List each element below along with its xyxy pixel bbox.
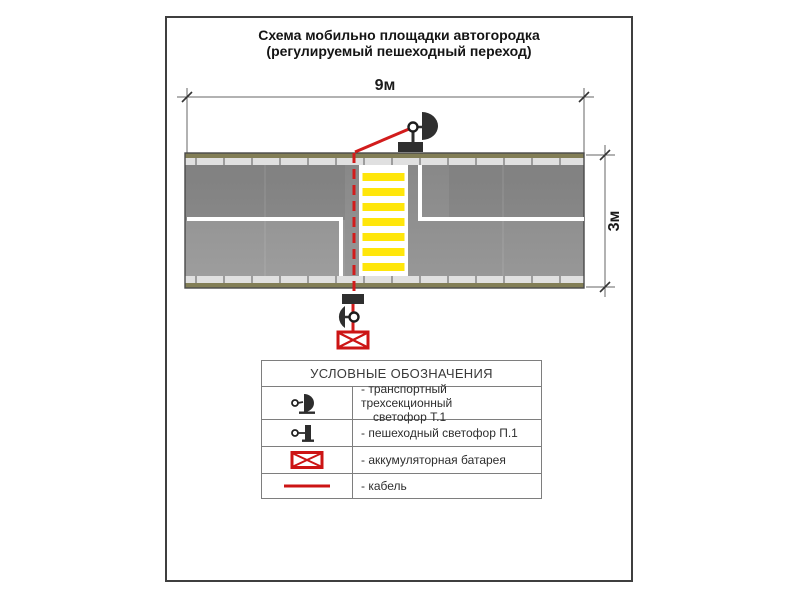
dimension-height: [586, 145, 623, 297]
title-line-1: Схема мобильно площадки автогородка: [258, 27, 540, 43]
width-dimension-label: 9м: [374, 77, 396, 94]
dimension-width: [177, 77, 594, 153]
title-line-2: (регулируемый пешеходный переход): [266, 43, 532, 59]
curb-bottom-strip: [185, 276, 584, 283]
pedestrian-light-symbol: [339, 294, 364, 328]
legend-label: - аккумуляторная батарея: [361, 453, 506, 467]
height-dimension-label: 3м: [606, 210, 623, 232]
curb-top-strip: [185, 158, 584, 165]
legend-row-cable: [262, 474, 541, 498]
legend-table: [261, 360, 542, 499]
pedestrian-crossing: [359, 165, 408, 276]
legend-label: - пешеходный светофор П.1: [361, 426, 518, 440]
legend-label: - кабель: [361, 479, 407, 493]
battery-symbol: [338, 332, 368, 348]
legend-label: - транспортный трехсекционный: [361, 382, 453, 410]
legend-row-battery: [262, 447, 541, 474]
battery-icon: [289, 450, 325, 470]
transport-light-dome: [422, 112, 438, 140]
curb-bottom-edge: [185, 283, 584, 288]
curb-top-edge: [185, 153, 584, 158]
legend-label: светофор Т.1: [373, 410, 447, 424]
road: [185, 153, 584, 288]
legend-row-transport-light: [262, 382, 541, 424]
cable-icon: [281, 482, 333, 490]
legend-row-pedestrian-light: [262, 420, 541, 447]
asphalt-panel: [449, 165, 584, 220]
transport-light-icon: [290, 391, 324, 415]
document-frame: [165, 16, 633, 582]
pedestrian-light-icon: [290, 422, 324, 444]
legend-header: УСЛОВНЫЕ ОБОЗНАЧЕНИЯ: [262, 361, 541, 387]
pedestrian-light-dome: [339, 306, 345, 328]
